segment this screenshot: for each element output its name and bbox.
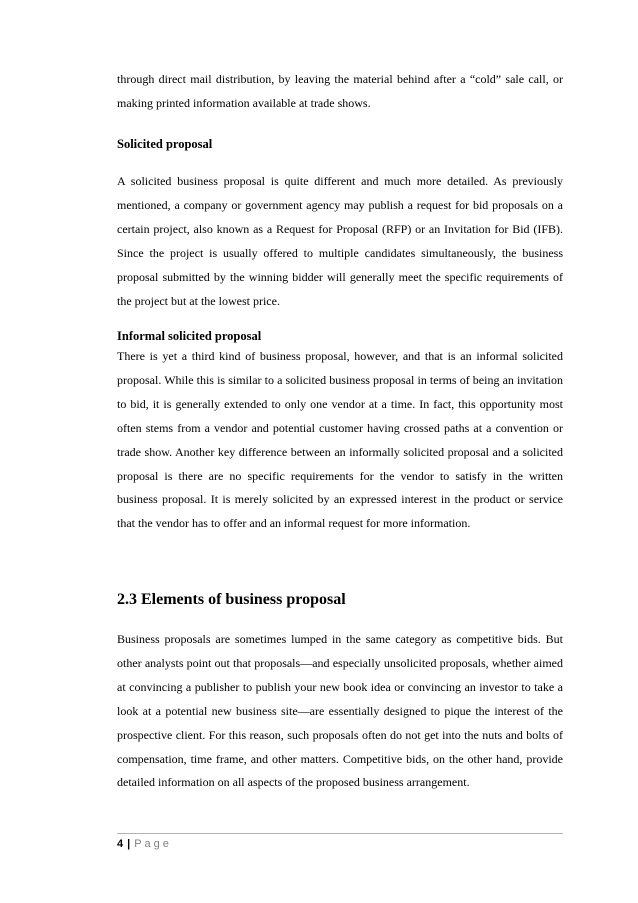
heading-solicited-proposal: Solicited proposal — [117, 137, 213, 151]
section-heading: 2.3 Elements of business proposal — [117, 591, 346, 608]
page-number: 4 — [117, 838, 124, 850]
informal-paragraph: There is yet a third kind of business proposal, however, and that is an informal solicited proposal. While this is similar to a solicited business proposal in terms of being an invitation to bid, it is generally extended to only one vendor at a time. In fact, this opportunity most often stems from a vendor and potential customer having crossed paths at a convention or trade show. Another key difference between an informally solicited proposal and a solicited proposal is there are no specific requirements for the vendor to satisfy in the written business proposal. It is merely solicited by an expressed interest in the product or service that the vendor has to offer and an informal request for more information. — [117, 349, 563, 531]
solicited-paragraph: A solicited business proposal is quite different and much more detailed. As previously mentioned, a company or government agency may publish a request for bid proposals on a certain project, also known as a Request for Proposal (RFP) or an Invitation for Bid (IFB). Since the project is usually offered to multiple candidates simultaneously, the business proposal submitted by the winning bidder will generally meet the specific requirements of the project but at the lowest price. — [117, 174, 563, 308]
footer-divider — [117, 833, 563, 834]
page-footer — [117, 837, 172, 851]
intro-paragraph: through direct mail distribution, by leaving the material behind after a “cold” sale call, or making printed information available at trade shows. — [117, 72, 563, 110]
elements-paragraph: Business proposals are sometimes lumped in the same category as competitive bids. But other analysts point out that proposals—and especially unsolicited proposals, whether aimed at convincing a publisher to publish your new book idea or convincing an investor to take a look at a potential new business site—are essentially designed to pique the interest of the prospective client. For this reason, such proposals often do not get into the nuts and bolts of compensation, time frame, and other matters. Competitive bids, on the other hand, provide detailed information on all aspects of the proposed business arrangement. — [117, 632, 563, 790]
page-label: Page — [134, 838, 172, 850]
footer-separator: | — [127, 838, 131, 850]
heading-informal-solicited-proposal: Informal solicited proposal — [117, 329, 262, 343]
